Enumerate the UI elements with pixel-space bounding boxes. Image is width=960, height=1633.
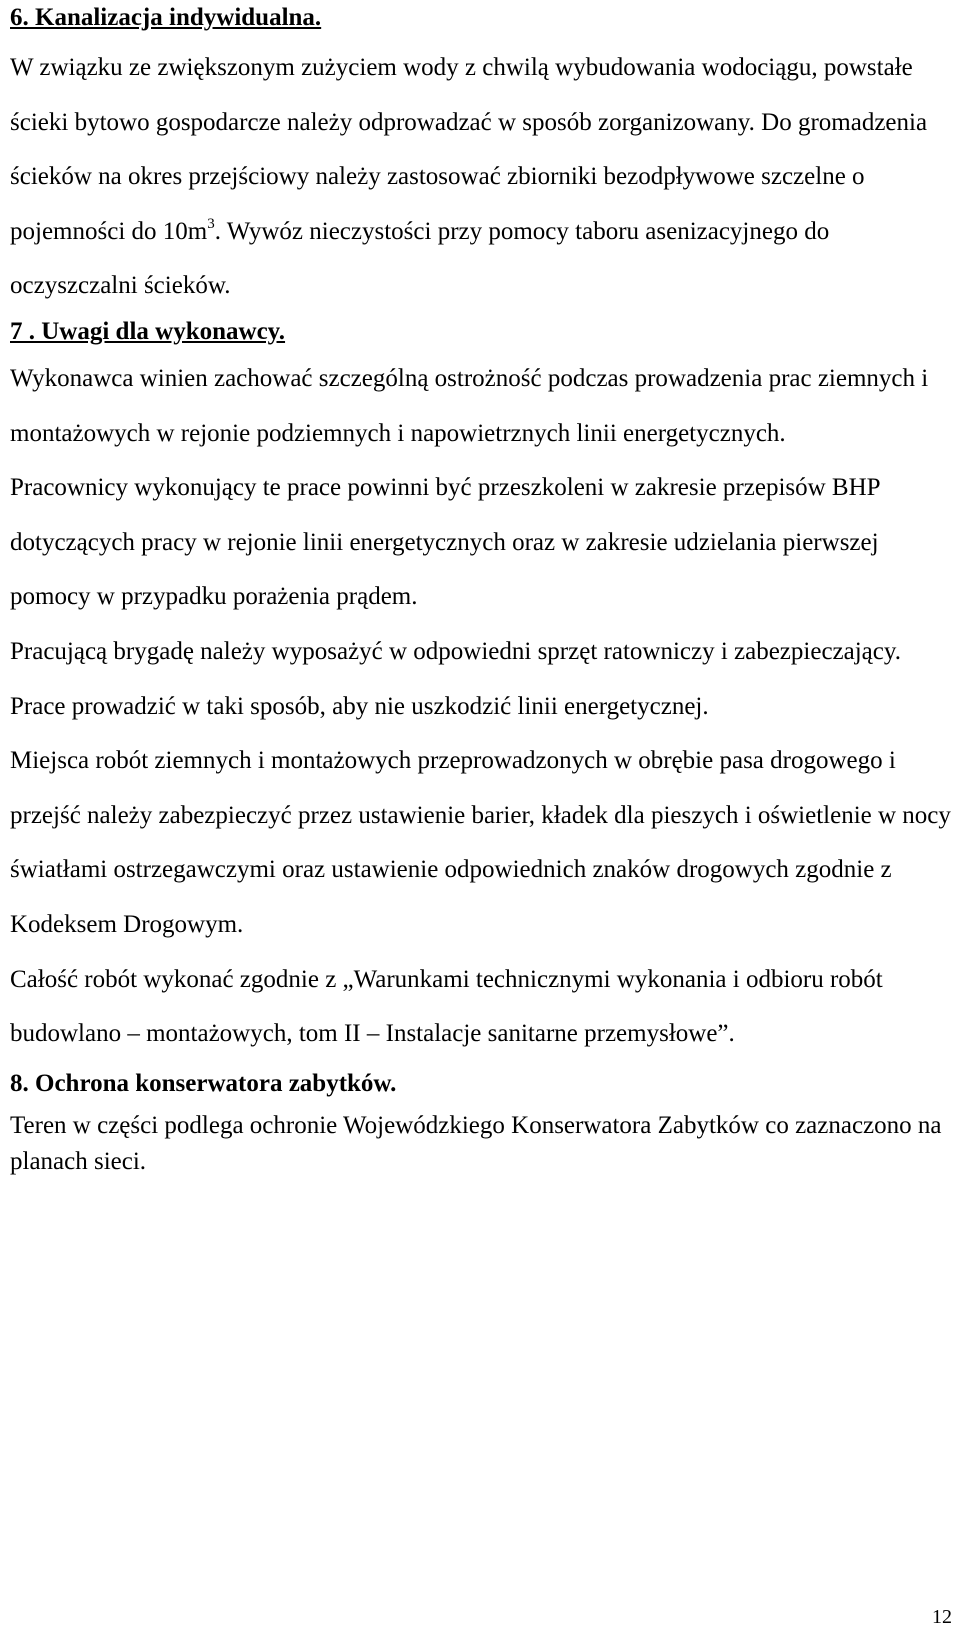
section-7-paragraph-6: Całość robót wykonać zgodnie z „Warunkami technicznymi wykonania i odbioru robót budowlano – montażowych, tom II – Instalacje sanitarne przemysłowe”. [10,965,883,1048]
section-8-heading: 8. Ochrona konserwatora zabytków. [10,1069,397,1097]
section-7-paragraph-1: Wykonawca winien zachować szczególną ostrożność podczas prowadzenia prac ziemnych i montażowych w rejonie podziemnych i napowietrznych linii energetycznych. [10,364,929,447]
document-page [10,0,955,1180]
section-6-text-end: . Wywóz nieczystości przy pomocy taboru asenizacyjnego do oczyszczalni ścieków. [10,217,830,300]
section-7-paragraph-4: Prace prowadzić w taki sposób, aby nie uszkodzić linii energetycznej. [10,692,709,720]
page-number: 12 [932,1606,952,1628]
section-7-heading [10,318,955,346]
section-7-paragraph-5: Miejsca robót ziemnych i montażowych przeprowadzonych w obrębie pasa drogowego i przejść należy zabezpieczyć przez ustawienie barier, kładek dla pieszych i oświetlenie w nocy światłami ostrzegawczymi oraz ustawienie odpowiednich znaków drogowych zgodnie z Kodeksem Drogowym. [10,747,951,938]
section-6-text [10,41,955,314]
section-8-text: Teren w części podlega ochronie Wojewódzkiego Konserwatora Zabytków co zaznaczono na planach sieci. [10,1111,942,1175]
section-7-paragraph-3: Pracującą brygadę należy wyposażyć w odpowiedni sprzęt ratowniczy i zabezpieczający. [10,637,902,665]
section-7-heading-text: 7 . Uwagi dla wykonawcy. [10,317,286,345]
section-7-paragraph-2: Pracownicy wykonujący te prace powinni być przeszkoleni w zakresie przepisów BHP dotyczących pracy w rejonie linii energetycznych oraz w zakresie udzielania pierwszej pomocy w przypadku porażenia prądem. [10,474,880,611]
superscript-3: 3 [207,215,215,232]
section-6-text-main: W związku ze zwiększonym zużyciem wody z chwilą wybudowania wodociągu, powstałe ścieki bytowo gospodarcze należy odprowadzać w sposób zorganizowany. Do gromadzenia ścieków na okres przejściowy należy zastosować zbiorniki bezodpływowe szczelne o pojemności do 10m [10,54,928,245]
section-6-heading: 6. Kanalizacja indywidualna. [10,4,322,31]
